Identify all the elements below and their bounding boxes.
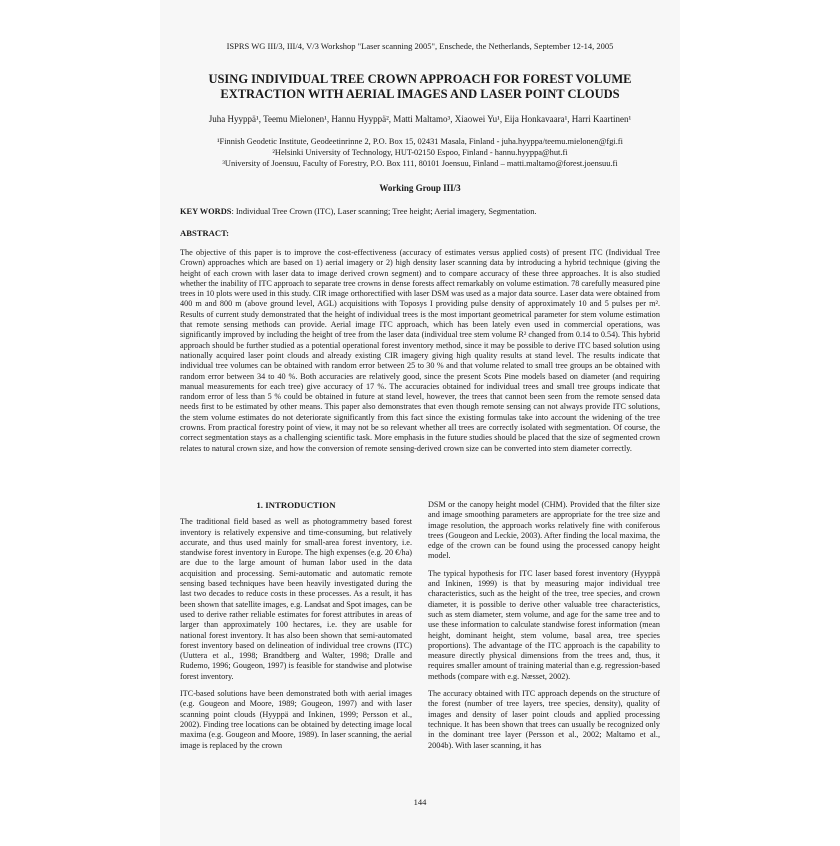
paragraph: DSM or the canopy height model (CHM). Provided that the filter size and image smoothing parameters are appropriate for the tree size and image resolution, the approach works relatively fine with coniferous trees (Gougeon and Leckie, 2003). After finding the local maxima, the edge of the crown can be found using the processed canopy height model.: [428, 500, 660, 561]
abstract-heading: ABSTRACT:: [180, 228, 230, 238]
running-header: ISPRS WG III/3, III/4, V/3 Workshop "Laser scanning 2005", Enschede, the Netherlands, September 12-14, 2005: [226, 41, 614, 51]
paper-page: [160, 0, 680, 846]
paragraph: The accuracy obtained with ITC approach depends on the structure of the forest (number of tree layers, tree species, density), quality of images and density of laser point clouds and applied processing technique. It has been shown that trees can usually be recognized only in the dominant tree layer (Persson et al., 2002; Maltamo et al., 2004b). With laser scanning, it has: [428, 689, 660, 750]
affiliation-3: ³University of Joensuu, Faculty of Forestry, P.O. Box 111, 80101 Joensuu, Finland – matti.maltamo@forest.joensuu.fi: [222, 159, 618, 168]
paragraph: The traditional field based as well as photogrammetry based forest inventory is relatively expensive and time-consuming, but relatively accurate, and thus used mainly for small-area forest inventory, i.e. standwise forest inventory in Europe. The high expenses (e.g. 20 €/ha) are due to the large amount of human labor used in the data acquisition and processing. Semi-automatic and automatic remote sensing based techniques have been heavily investigated during the last two decades to reduce costs in these processes. As a result, it has been shown that satellite images, e.g. Landsat and Spot images, can be used to derive rather reliable estimates for forest attributes in areas of larger than approximately 100 hectares, i.e. they are usable for national forest inventory. It has also been shown that semi-automated forest inventory based on delineation of individual tree crowns (ITC) (Uuttera et al., 1998; Brandtberg and Walter, 1998; Dralle and Rudemo, 1996; Gougeon, 1997) is feasible for standwise and plotwise forest inventory.: [180, 517, 412, 681]
left-column: [180, 500, 412, 758]
abstract-text: The objective of this paper is to improve the cost-effectiveness (accuracy of estimates versus applied costs) of present ITC (Individual Tree Crown) approaches which are based on 1) aerial imagery or 2) high density laser scanning data by introducing a hybrid technique (giving the height of each crown with laser data to image derived crown segment) and to compare accuracy of these three approaches. It is also studied whether the inability of ITC approach to separate tree crowns in dense forests affect remarkably on volume estimation. 78 carefully measured pine trees in 10 plots were used in this study. CIR image orthorectified with laser DSM was used as a major data source. Laser data were obtained from 400 m and 800 m (above ground level, AGL) acquisitions with Toposys I providing pulse density of approximately 10 and 5 pulses per m². Results of current study demonstrated that the height of individual trees is the most important geometrical parameter for stem volume estimation that remote sensing methods can provide. Aerial image ITC approach, which has been lately even used in commercial operations, was significantly improved by including the height of tree from the laser data (individual tree stem volume R² changed from 0.14 to 0.54). This hybrid approach should be further studied as a potential operational forest inventory method, since it may be possible to derive ITC based solution using nationally acquired laser point clouds and already existing CIR imagery giving high quality results at stand level. The results indicate that individual tree volumes can be obtained with random error between 25 to 30 % and that volume related to small tree groups an be obtained with random error between 34 to 40 %. Both accuracies are relatively good, since the present Scots Pine models based on diameter (and requiring manual measurements for each tree) give accuracy of 17 %. The accuracies obtained for individual trees and small tree groups indicate that random error of less than 5 % could be obtained in future at stand level, however, the trees that cannot been seen from the remote sensed data needs first to be estimated by other means. This paper also demonstrates that even though remote sensing can not always provide ITC solutions, the stem volume estimates do not deteriorate significantly from this fact since the existing formulas take into account the widening of the tree crowns. From practical forestry point of view, it may not be so relevant whether all trees are correctly isolated with segmentation. Of course, the correct segmentation stays as a challenging scientific task. More emphasis in the future studies should be placed that the size of segmented crown relates to natural crown size, and how the conversion of remote sensing-derived crown size can be converted into stem diameter correctly.: [180, 248, 661, 453]
paragraph: The typical hypothesis for ITC laser based forest inventory (Hyyppä and Inkinen, 1999) is that by measuring major individual tree characteristics, such as the height of the tree, tree species, and crown diameter, it is possible to derive other valuable tree characteristics, such as stem diameter, stem volume, and age for the same tree and to use these information to calculate standwise forest information (mean height, dominant height, stem volume, basal area, tree species proportions). The advantage of the ITC approach is the capability to measure directly physical dimensions from the trees and, thus, it requires smaller amount of training material than e.g. regression-based methods (compare with e.g. Næsset, 2002).: [428, 568, 660, 681]
paragraph: ITC-based solutions have been demonstrated both with aerial images (e.g. Gougeon and Moore, 1989; Gougeon, 1997) and with laser scanning point clouds (Hyyppä and Inkinen, 1999; Persson et al., 2002). Finding tree locations can be obtained by detecting image local maxima (e.g. Gougeon and Moore, 1989). In laser scanning, the aerial image is replaced by the crown: [180, 689, 412, 750]
working-group: Working Group III/3: [379, 183, 461, 193]
keywords: [180, 207, 660, 216]
right-column: [428, 500, 660, 758]
keywords-text: : Individual Tree Crown (ITC), Laser scanning; Tree height; Aerial imagery, Segmentation.: [231, 207, 537, 216]
author-list: Juha Hyyppä¹, Teemu Mielonen¹, Hannu Hyyppä², Matti Maltamo³, Xiaowei Yu¹, Eija Honkavaara¹, Harri Kaartinen¹: [208, 114, 632, 124]
section-heading: 1. INTRODUCTION: [256, 500, 336, 510]
keywords-label: KEY WORDS: [180, 207, 232, 216]
paper-title: USING INDIVIDUAL TREE CROWN APPROACH FOR FOREST VOLUME EXTRACTION WITH AERIAL IMAGES AND LASER POINT CLOUDS: [208, 72, 632, 101]
page-number: 144: [413, 797, 427, 807]
affiliation-2: ²Helsinki University of Technology, HUT-02150 Espoo, Finland - hannu.hyyppa@hut.fi: [272, 148, 568, 157]
affiliation-1: ¹Finnish Geodetic Institute, Geodeetinrinne 2, P.O. Box 15, 02431 Masala, Finland - juha.hyyppa/teemu.mielonen@fgi.fi: [217, 137, 623, 146]
